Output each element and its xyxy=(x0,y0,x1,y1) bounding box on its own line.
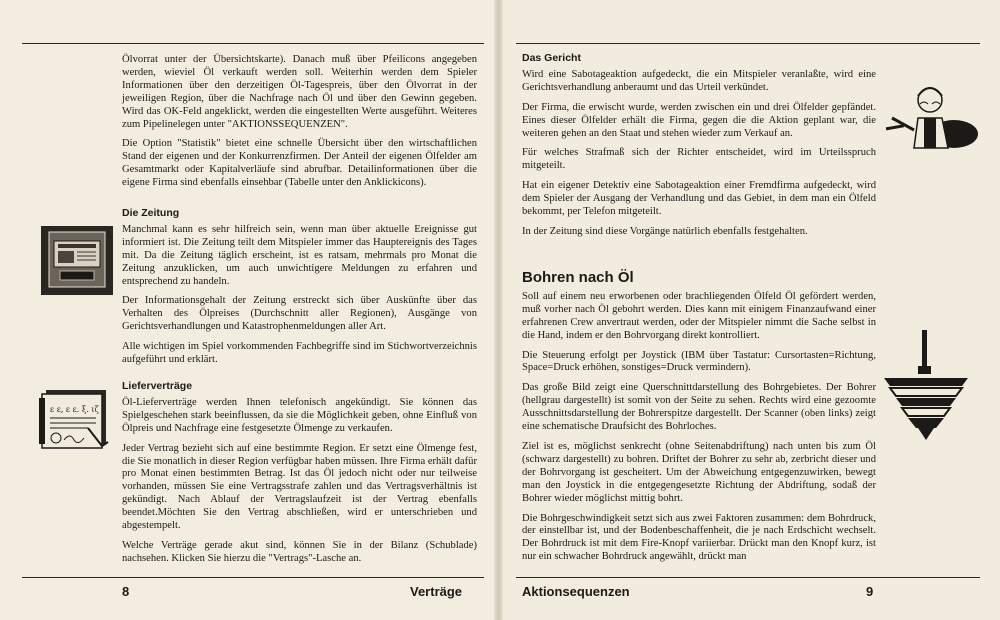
contract-icon xyxy=(38,388,120,454)
liefer-heading: Lieferverträge xyxy=(122,380,193,392)
left-top-rule xyxy=(22,43,484,44)
newspaper-icon xyxy=(40,225,116,297)
left-page-number: 8 xyxy=(122,584,130,599)
statistik-paragraph: Die Option "Statistik" bietet eine schnelle Übersicht über den wirtschaftlichen Stand der eigenen und der Konkurrenzfirmen. Der Anteil der eigenen Ölfelder am Gesamtmarkt oder Kapitalverläufe sind abrufbar. Detailinformationen über die eigene Firma sind ebenfalls einsehbar (Tabelle unter den Anklickicons). xyxy=(122,138,477,189)
left-footer-title: Verträge xyxy=(410,584,463,599)
liefer-paragraph: Welche Verträge gerade akut sind, können Sie in der Bilanz (Schublade) nachsehen. Klicken Sie hierzu die "Vertrags"-Lasche an. xyxy=(122,539,477,564)
left-bottom-rule xyxy=(22,577,484,578)
right-top-rule xyxy=(516,43,980,44)
gericht-paragraph: Für welches Strafmaß sich der Richter entscheidet, wird im Urteilsspruch mitgeteilt. xyxy=(522,147,876,172)
zeitung-paragraph: Manchmal kann es sehr hilfreich sein, wenn man über aktuelle Ereignisse gut informiert ist. Die Zeitung teilt dem Mitspieler immer das Hauptereignis des Tages mit. Da die Zeitung täglich erscheint, ist es ratsam, mehrmals pro Monat die Zeitung anzuklicken, um auch unwichtigere Meldungen zu erfahren und entsprechend zu handeln. xyxy=(122,223,477,287)
bohren-paragraph: Das große Bild zeigt eine Querschnittdarstellung des Bohrgebietes. Der Bohrer (hellgrau dargestellt) ist somit von der Seite zu sehen. Rechts wird eine gezoomte Ausschnittsdarstellung der Bohrerspitze dargestellt. Der Scanner (oben links) zeigt eine schematische Draufsicht des Bohrloches. xyxy=(522,382,876,433)
right-footer-title: Aktionsequenzen xyxy=(522,584,630,599)
bohren-paragraph: Die Bohrgeschwindigkeit setzt sich aus zwei Faktoren zusammen: dem Bohrdruck, der einstellbar ist, und der Bodenbeschaffenheit, die je nach Erdschicht wechselt. Der Bohrdruck ist mit dem Fire-Knopf variierbar. Drückt man den Knopf kurz, ist nur ein schwacher Bohrdruck angewählt, drückt man xyxy=(522,512,876,563)
liefer-paragraph: Öl-Lieferverträge werden Ihnen telefonisch angekündigt. Sie können das Spielgeschehen stark beeinflussen, da sie die Möglichkeit geben, ohne Einfluß von Ölpreis und Nachfrage eine festgesetzte Ölmenge zu verkaufen. xyxy=(122,396,477,434)
gericht-paragraph: In der Zeitung sind diese Vorgänge natürlich ebenfalls festgehalten. xyxy=(522,225,808,237)
zeitung-section xyxy=(122,207,477,374)
gericht-section xyxy=(522,52,876,246)
right-page-number: 9 xyxy=(866,584,874,599)
intro-paragraph: Ölvorrat unter der Übersichtskarte). Danach muß über Pfeilicons angegeben werden, wieviel Öl verkauft werden soll. Weiterhin werden dem Spieler Informationen über den derzeitigen Öl-Tagespreis, über den Ölvorrat in der jeweiligen Region, über die Nachfrage nach Öl und über den Gewinn gegeben. Wird das OK-Feld angeklickt, werden die eingestellten Werte ausgeführt. Weiteres zum Pipelinelegen unter "AKTIONSSEQUENZEN". xyxy=(122,54,477,130)
liefer-paragraph: Jeder Vertrag bezieht sich auf eine bestimmte Region. Er setzt eine Ölmenge fest, die Sie monatlich in dieser Region verfügbar haben müssen. Ihre Firma erhält dafür pro Monat einen bestimmten Betrag. Ist das Öl jedoch nicht oder nur teilweise vorhanden, müssen Sie eine Vertragsstrafe zahlen und das Vertragsverhältnis ist gekündigt. Nach Ablauf der Vertragslaufzeit ist der Vertrag ebenfalls beendet.Möchten Sie den Vertrag abschließen, wird er unterschrieben und abgestempelt. xyxy=(122,442,477,532)
gericht-paragraph: Der Firma, die erwischt wurde, werden zwischen ein und drei Ölfelder gepfändet. Eines dieser Ölfelder erhält die Firma, gegen die die Aktion geplant war, die weiteren gehen an den Staat und stehen wieder zum Verkauf an. xyxy=(522,101,876,139)
bohren-paragraph: Ziel ist es, möglichst senkrecht (ohne Seitenabdriftung) nach unten bis zum Öl (schwarz dargestellt) zu bohren. Driftet der Bohrer zu sehr ab, zerbricht dieser und der Bohrvorgang ist gescheitert. Um der Abweichung entgegenzuwirken, bewegt man den Joystick in die entgegengesetzte Richtung der Abdriftung, sodaß der Bohrer wieder möglichst mittig bohrt. xyxy=(522,440,876,504)
bohren-heading: Bohren nach Öl xyxy=(522,269,634,286)
judge-icon xyxy=(884,78,980,152)
right-bottom-rule xyxy=(516,577,980,578)
zeitung-paragraph: Alle wichtigen im Spiel vorkommenden Fachbegriffe sind im Stichwortverzeichnis aufgeführt und erklärt. xyxy=(122,341,477,366)
bohren-section xyxy=(522,269,876,571)
bohren-paragraph: Soll auf einem neu erworbenen oder brachliegenden Ölfeld Öl gefördert werden, muß vorher nach Öl gebohrt werden. Dies kann mit einigem Finanzaufwand einer erfahrenen Crew anvertraut werden, oder der Mitspieler nimmt die Sache selbst in die Hand, indem er den Bohrvorgang direkt kontrolliert. xyxy=(522,290,876,341)
book-spine xyxy=(494,0,503,620)
gericht-heading: Das Gericht xyxy=(522,52,581,64)
zeitung-paragraph: Der Informationsgehalt der Zeitung erstreckt sich über Auskünfte über das Verhalten des Ölpreises (Durchschnitt aller Regionen), Ausgänge von Gerichtsverhandlungen und Katastrophenmeldungen aller Art. xyxy=(122,295,477,333)
bohren-paragraph: Die Steuerung erfolgt per Joystick (IBM über Tastatur: Cursortasten=Richtung, Space=Druck erhöhen, sonstiges=Druck vermindern). xyxy=(522,349,876,374)
gericht-paragraph: Hat ein eigener Detektiv eine Sabotageaktion einer Fremdfirma aufgedeckt, wird dem Spieler der Ausgang der Verhandlung und das Gebiet, in dem man ein Ölfeld bekommt, per Telefon mitgeteilt. xyxy=(522,180,876,218)
svg-text:ε ε, ε ε. ξ. ιζ: ε ε, ε ε. ξ. ιζ xyxy=(50,405,99,414)
liefer-section xyxy=(122,380,477,573)
gericht-paragraph: Wird eine Sabotageaktion aufgedeckt, die ein Mitspieler veranlaßte, wird eine Gerichtsverhandlung anberaumt und das Urteil verkündet. xyxy=(522,68,876,93)
drill-icon xyxy=(880,330,972,442)
left-column xyxy=(122,54,477,197)
zeitung-heading: Die Zeitung xyxy=(122,207,180,219)
